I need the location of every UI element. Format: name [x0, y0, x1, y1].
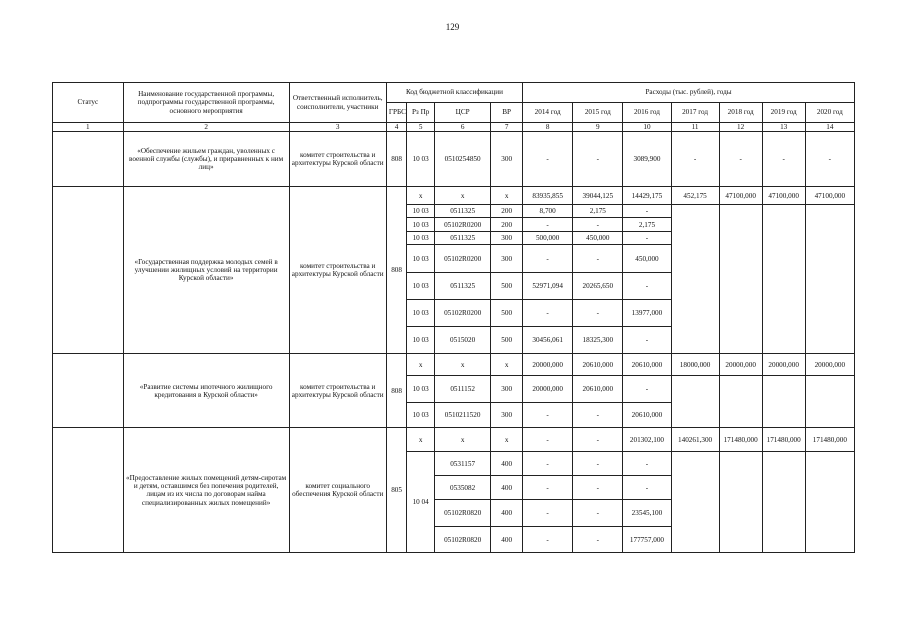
- expense-2014: 52971,094: [523, 273, 573, 300]
- table-row: [53, 187, 855, 205]
- rzpr-code: 10 03: [407, 245, 435, 273]
- rzpr-code: 10 03: [407, 403, 435, 428]
- expense-2016: 177757,000: [623, 527, 671, 553]
- table-row: [53, 428, 855, 452]
- expense-2015: 450,000: [573, 232, 623, 245]
- measure-name: «Государственная поддержка молодых семей в улучшении жилищных условий на территории Курской области»: [123, 187, 289, 354]
- expense-2016: 450,000: [623, 245, 671, 273]
- vr-code: 400: [491, 452, 523, 476]
- header-responsible: Ответственный исполнитель, соисполнители, участники: [289, 83, 386, 123]
- header-year: 2017 год: [671, 103, 719, 123]
- expense-2014: -: [523, 527, 573, 553]
- expense-2014: -: [523, 300, 573, 327]
- vr-code: 400: [491, 527, 523, 553]
- expense-2014: -: [523, 132, 573, 187]
- expense-2014: -: [523, 500, 573, 527]
- expense-empty: [671, 376, 719, 428]
- expense-2014: -: [523, 245, 573, 273]
- expense-2016: -: [623, 476, 671, 500]
- expense-2015: -: [573, 245, 623, 273]
- expense-2020: 20000,000: [805, 354, 854, 376]
- expense-2016: 20610,000: [623, 403, 671, 428]
- csr-code: 0511325: [434, 232, 490, 245]
- vr-code: х: [491, 187, 523, 205]
- csr-code: х: [434, 428, 490, 452]
- expense-2014: -: [523, 452, 573, 476]
- header-vr: ВР: [491, 103, 523, 123]
- expense-2016: 14429,175: [623, 187, 671, 205]
- expense-2016: 20610,000: [623, 354, 671, 376]
- vr-code: 300: [491, 132, 523, 187]
- expense-empty: [762, 452, 805, 553]
- expense-2019: 171480,000: [762, 428, 805, 452]
- expense-2014: 8,700: [523, 205, 573, 218]
- csr-code: 0510211520: [434, 403, 490, 428]
- vr-code: 500: [491, 300, 523, 327]
- expense-2019: 47100,000: [762, 187, 805, 205]
- column-number: 13: [762, 123, 805, 132]
- expense-2015: -: [573, 218, 623, 232]
- expense-2017: 18000,000: [671, 354, 719, 376]
- csr-code: 05102R0820: [434, 527, 490, 553]
- expense-2020: 47100,000: [805, 187, 854, 205]
- rzpr-code: 10 03: [407, 132, 435, 187]
- expense-2015: -: [573, 527, 623, 553]
- expense-2017: 140261,300: [671, 428, 719, 452]
- expense-2017: -: [671, 132, 719, 187]
- expense-2016: 2,175: [623, 218, 671, 232]
- expense-2016: 13977,000: [623, 300, 671, 327]
- expense-2015: 18325,300: [573, 327, 623, 354]
- expense-2014: 83935,855: [523, 187, 573, 205]
- expense-2019: -: [762, 132, 805, 187]
- csr-code: 0511325: [434, 273, 490, 300]
- responsible-executor: комитет социального обеспечения Курской области: [289, 428, 386, 553]
- expense-2014: -: [523, 218, 573, 232]
- rzpr-code: 10 03: [407, 327, 435, 354]
- vr-code: 500: [491, 327, 523, 354]
- table-row: [53, 132, 855, 187]
- rzpr-code: х: [407, 354, 435, 376]
- header-name: Наименование государственной программы, подпрограммы государственной программы, основного мероприятия: [123, 83, 289, 123]
- csr-code: 0510254850: [434, 132, 490, 187]
- expense-2015: 20610,000: [573, 376, 623, 403]
- expense-2016: -: [623, 273, 671, 300]
- vr-code: 200: [491, 218, 523, 232]
- vr-code: 400: [491, 476, 523, 500]
- responsible-executor: комитет строительства и архитектуры Курской области: [289, 354, 386, 428]
- csr-code: 0531157: [434, 452, 490, 476]
- expense-empty: [719, 205, 762, 354]
- expense-2019: 20000,000: [762, 354, 805, 376]
- column-number-row: [53, 123, 855, 132]
- expense-2016: -: [623, 205, 671, 218]
- csr-code: 0511152: [434, 376, 490, 403]
- rzpr-code: 10 04: [407, 452, 435, 553]
- csr-code: х: [434, 354, 490, 376]
- vr-code: 300: [491, 232, 523, 245]
- expense-empty: [719, 376, 762, 428]
- header-year: 2020 год: [805, 103, 854, 123]
- expense-2020: -: [805, 132, 854, 187]
- expense-2015: -: [573, 476, 623, 500]
- expense-2014: -: [523, 476, 573, 500]
- status-cell: [53, 354, 124, 428]
- expense-empty: [762, 205, 805, 354]
- rzpr-code: х: [407, 428, 435, 452]
- csr-code: 05102R0820: [434, 500, 490, 527]
- header-year: 2015 год: [573, 103, 623, 123]
- measure-name: «Обеспечение жильем граждан, уволенных с военной службы (службы), и приравненных к ним лиц»: [123, 132, 289, 187]
- responsible-executor: комитет строительства и архитектуры Курской области: [289, 187, 386, 354]
- rzpr-code: х: [407, 187, 435, 205]
- vr-code: х: [491, 354, 523, 376]
- column-number: 1: [53, 123, 124, 132]
- expense-2015: -: [573, 428, 623, 452]
- rzpr-code: 10 03: [407, 232, 435, 245]
- header-budget-code: Код бюджетной классификации: [386, 83, 522, 103]
- grbs-code: 808: [386, 132, 406, 187]
- expense-2014: -: [523, 428, 573, 452]
- expense-2014: 30456,061: [523, 327, 573, 354]
- status-cell: [53, 428, 124, 553]
- rzpr-code: 10 03: [407, 205, 435, 218]
- column-number: 12: [719, 123, 762, 132]
- expense-empty: [719, 452, 762, 553]
- column-number: 6: [434, 123, 490, 132]
- grbs-code: 808: [386, 187, 406, 354]
- expense-2015: 20265,650: [573, 273, 623, 300]
- header-year: 2018 год: [719, 103, 762, 123]
- column-number: 7: [491, 123, 523, 132]
- budget-table: [52, 82, 855, 553]
- column-number: 3: [289, 123, 386, 132]
- expense-empty: [671, 452, 719, 553]
- header-year: 2014 год: [523, 103, 573, 123]
- measure-name: «Предоставление жилых помещений детям-сиротам и детям, оставшимся без попечения родителей, лицам из их числа по договорам найма специализированных жилых помещений»: [123, 428, 289, 553]
- expense-2016: -: [623, 452, 671, 476]
- header-csr: ЦСР: [434, 103, 490, 123]
- column-number: 14: [805, 123, 854, 132]
- rzpr-code: 10 03: [407, 300, 435, 327]
- expense-2016: -: [623, 376, 671, 403]
- vr-code: 400: [491, 500, 523, 527]
- header-grbs: ГРБС: [386, 103, 406, 123]
- header-rzpr: Рз Пр: [407, 103, 435, 123]
- expense-2015: 39044,125: [573, 187, 623, 205]
- vr-code: 200: [491, 205, 523, 218]
- rzpr-code: 10 03: [407, 273, 435, 300]
- status-cell: [53, 132, 124, 187]
- column-number: 8: [523, 123, 573, 132]
- rzpr-code: 10 03: [407, 376, 435, 403]
- expense-2015: -: [573, 403, 623, 428]
- csr-code: 0511325: [434, 205, 490, 218]
- expense-2017: 452,175: [671, 187, 719, 205]
- grbs-code: 808: [386, 354, 406, 428]
- expense-empty: [805, 376, 854, 428]
- csr-code: х: [434, 187, 490, 205]
- vr-code: 300: [491, 376, 523, 403]
- expense-2015: -: [573, 500, 623, 527]
- expense-2016: 3089,900: [623, 132, 671, 187]
- header-year: 2016 год: [623, 103, 671, 123]
- grbs-code: 805: [386, 428, 406, 553]
- expense-2014: 20000,000: [523, 376, 573, 403]
- responsible-executor: комитет строительства и архитектуры Курской области: [289, 132, 386, 187]
- measure-name: «Развитие системы ипотечного жилищного кредитования в Курской области»: [123, 354, 289, 428]
- column-number: 11: [671, 123, 719, 132]
- expense-2015: 20610,000: [573, 354, 623, 376]
- expense-2015: -: [573, 452, 623, 476]
- column-number: 4: [386, 123, 406, 132]
- expense-empty: [671, 205, 719, 354]
- column-number: 9: [573, 123, 623, 132]
- expense-2014: -: [523, 403, 573, 428]
- csr-code: 05102R0200: [434, 245, 490, 273]
- rzpr-code: 10 03: [407, 218, 435, 232]
- column-number: 10: [623, 123, 671, 132]
- expense-empty: [805, 205, 854, 354]
- vr-code: 300: [491, 403, 523, 428]
- header-expenses: Расходы (тыс. рублей), годы: [523, 83, 855, 103]
- csr-code: 05102R0200: [434, 218, 490, 232]
- table-row: [53, 354, 855, 376]
- header-status: Статус: [53, 83, 124, 123]
- vr-code: 300: [491, 245, 523, 273]
- status-cell: [53, 187, 124, 354]
- expense-2018: 20000,000: [719, 354, 762, 376]
- expense-2016: -: [623, 232, 671, 245]
- expense-2015: 2,175: [573, 205, 623, 218]
- vr-code: х: [491, 428, 523, 452]
- expense-2018: 47100,000: [719, 187, 762, 205]
- csr-code: 0535082: [434, 476, 490, 500]
- expense-empty: [762, 376, 805, 428]
- expense-2016: -: [623, 327, 671, 354]
- expense-2018: -: [719, 132, 762, 187]
- expense-2014: 20000,000: [523, 354, 573, 376]
- expense-2016: 201302,100: [623, 428, 671, 452]
- expense-2016: 23545,100: [623, 500, 671, 527]
- expense-2015: -: [573, 132, 623, 187]
- page-number: 129: [445, 22, 460, 32]
- column-number: 5: [407, 123, 435, 132]
- expense-2014: 500,000: [523, 232, 573, 245]
- vr-code: 500: [491, 273, 523, 300]
- expense-2020: 171480,000: [805, 428, 854, 452]
- column-number: 2: [123, 123, 289, 132]
- header-year: 2019 год: [762, 103, 805, 123]
- csr-code: 0515020: [434, 327, 490, 354]
- expense-2015: -: [573, 300, 623, 327]
- expense-empty: [805, 452, 854, 553]
- csr-code: 05102R0200: [434, 300, 490, 327]
- expense-2018: 171480,000: [719, 428, 762, 452]
